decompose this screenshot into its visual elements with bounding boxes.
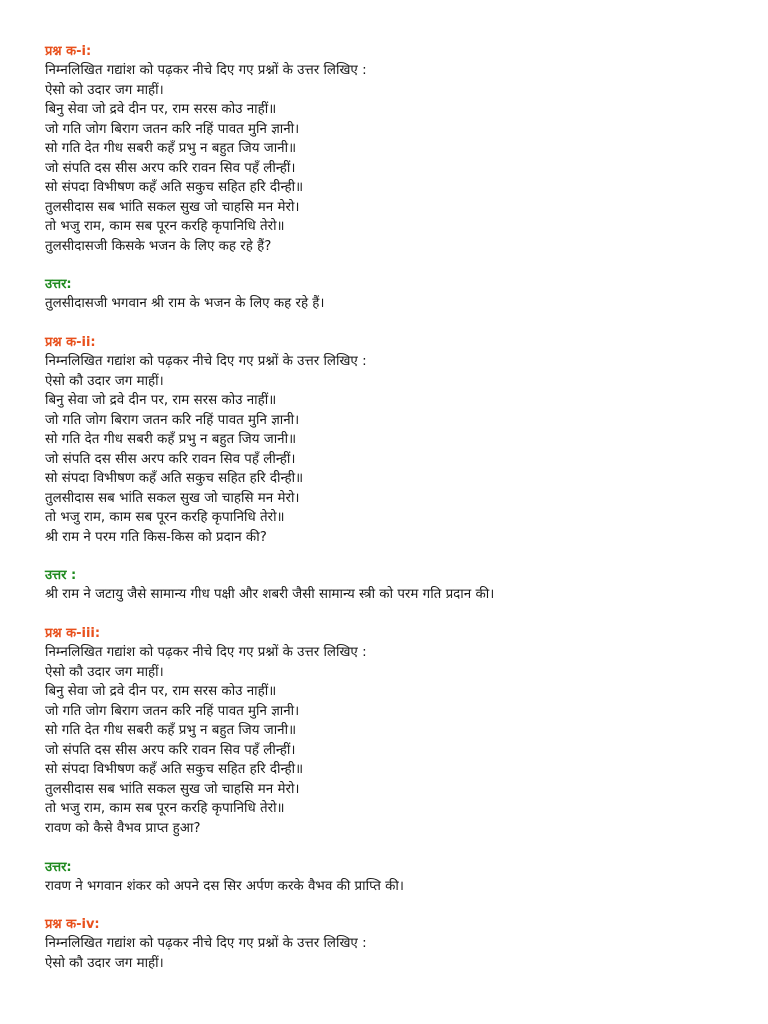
question-text-line: सो गति देत गीध सबरी कहँ प्रभु न बहुत जिय जानी॥ xyxy=(45,723,297,739)
question-heading: प्रश्न क-ii: xyxy=(45,335,96,351)
question-section xyxy=(45,42,745,256)
question-text-line: बिनु सेवा जो द्रवे दीन पर, राम सरस कोउ नाहीं॥ xyxy=(45,102,277,118)
question-text-line: तुलसीदास सब भांति सकल सुख जो चाहसि मन मेरो। xyxy=(45,199,300,215)
question-text-line: निम्नलिखित गद्यांश को पढ़कर नीचे दिए गए प्रश्नों के उत्तर लिखिए : xyxy=(45,645,367,661)
question-section xyxy=(45,624,745,838)
question-text-line: सो संपदा विभीषण कहँ अति सकुच सहित हरि दीन्ही॥ xyxy=(45,471,304,487)
question-text-line: तुलसीदासजी किसके भजन के लिए कह रहे हैं? xyxy=(45,238,272,254)
question-text-line: सो संपदा विभीषण कहँ अति सकुच सहित हरि दीन्ही॥ xyxy=(45,762,304,778)
question-text-line: ऐसो कौ उदार जग माहीं। xyxy=(45,664,164,680)
answer-text-line: तुलसीदासजी भगवान श्री राम के भजन के लिए कह रहे हैं। xyxy=(45,296,325,312)
question-text-line: जो संपति दस सीस अरप करि रावन सिव पहँ लीन्हीं। xyxy=(45,742,296,758)
question-text-line: जो गति जोग बिराग जतन करि नहिं पावत मुनि ज्ञानी। xyxy=(45,703,300,719)
answer-text-line: श्री राम ने जटायु जैसे सामान्य गीध पक्षी और शबरी जैसी सामान्य स्त्री को परम गति प्रदान की। xyxy=(45,587,495,603)
question-text-line: सो गति देत गीध सबरी कहँ प्रभु न बहुत जिय जानी॥ xyxy=(45,141,297,157)
question-text-line: तो भजु राम, काम सब पूरन करहि कृपानिधि तेरो॥ xyxy=(45,801,285,817)
question-heading: प्रश्न क-i: xyxy=(45,44,92,59)
question-text-line: तो भजु राम, काम सब पूरन करहि कृपानिधि तेरो॥ xyxy=(45,510,285,526)
answer-section xyxy=(45,858,745,897)
answer-heading: उत्तर: xyxy=(45,277,72,293)
question-section xyxy=(45,915,745,973)
answer-text-line: रावण ने भगवान शंकर को अपने दस सिर अर्पण करके वैभव की प्राप्ति की। xyxy=(45,878,404,894)
question-text-line: बिनु सेवा जो द्रवे दीन पर, राम सरस कोउ नाहीं॥ xyxy=(45,393,277,409)
question-section xyxy=(45,333,745,547)
question-text-line: जो संपति दस सीस अरप करि रावन सिव पहँ लीन्हीं। xyxy=(45,451,296,467)
answer-section xyxy=(45,566,745,605)
question-text-line: तो भजु राम, काम सब पूरन करहि कृपानिधि तेरो॥ xyxy=(45,219,285,235)
question-text-line: ऐसो कौ उदार जग माहीं। xyxy=(45,373,164,389)
answer-section xyxy=(45,275,745,314)
answer-heading: उत्तर: xyxy=(45,859,72,875)
question-text-line: निम्नलिखित गद्यांश को पढ़कर नीचे दिए गए प्रश्नों के उत्तर लिखिए : xyxy=(45,936,367,952)
question-text-line: जो गति जोग बिराग जतन करि नहिं पावत मुनि ज्ञानी। xyxy=(45,121,300,137)
question-text-line: निम्नलिखित गद्यांश को पढ़कर नीचे दिए गए प्रश्नों के उत्तर लिखिए : xyxy=(45,63,367,78)
question-text-line: ऐसो कौ उदार जग माहीं। xyxy=(45,955,164,971)
question-heading: प्रश्न क-iii: xyxy=(45,626,101,642)
question-text-line: जो गति जोग बिराग जतन करि नहिं पावत मुनि ज्ञानी। xyxy=(45,412,300,428)
question-text-line: जो संपति दस सीस अरप करि रावन सिव पहँ लीन्हीं। xyxy=(45,160,296,176)
answer-heading: उत्तर : xyxy=(45,568,77,584)
document-body xyxy=(45,42,745,973)
question-text-line: सो गति देत गीध सबरी कहँ प्रभु न बहुत जिय जानी॥ xyxy=(45,432,297,448)
question-text-line: तुलसीदास सब भांति सकल सुख जो चाहसि मन मेरो। xyxy=(45,781,300,797)
question-text-line: श्री राम ने परम गति किस-किस को प्रदान की? xyxy=(45,529,267,545)
question-text-line: सो संपदा विभीषण कहँ अति सकुच सहित हरि दीन्ही॥ xyxy=(45,180,304,196)
question-text-line: बिनु सेवा जो द्रवे दीन पर, राम सरस कोउ नाहीं॥ xyxy=(45,684,277,700)
question-text-line: ऐसो को उदार जग माहीं। xyxy=(45,82,164,98)
question-text-line: निम्नलिखित गद्यांश को पढ़कर नीचे दिए गए प्रश्नों के उत्तर लिखिए : xyxy=(45,354,367,370)
question-text-line: तुलसीदास सब भांति सकल सुख जो चाहसि मन मेरो। xyxy=(45,490,300,506)
question-text-line: रावण को कैसे वैभव प्राप्त हुआ? xyxy=(45,820,201,836)
question-heading: प्रश्न क-iv: xyxy=(45,917,100,933)
